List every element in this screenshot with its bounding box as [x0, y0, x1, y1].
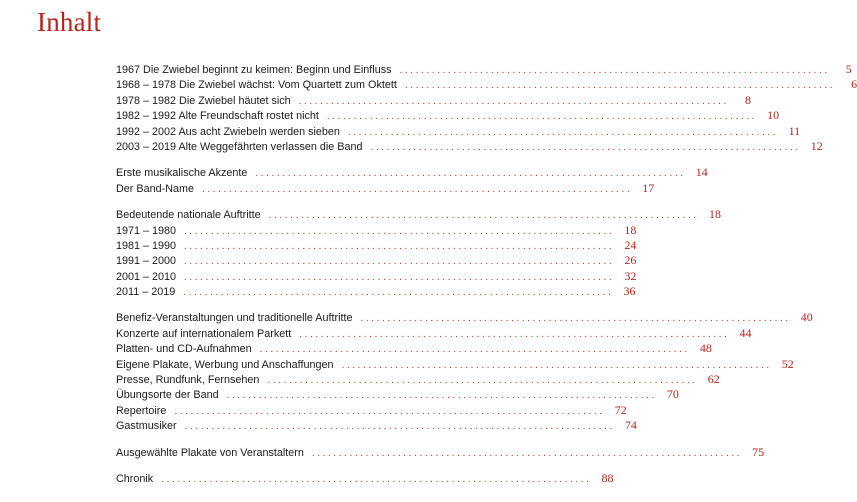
toc-entry-label: 1971 – 1980	[116, 224, 177, 237]
toc-entry[interactable]	[116, 123, 801, 139]
dot-leader: ................................................................................	[161, 473, 592, 485]
toc-entry[interactable]	[116, 165, 708, 180]
toc-entry-label: Platten- und CD-Aufnahmen	[116, 343, 252, 356]
toc-entry[interactable]	[116, 341, 712, 356]
dot-leader: ................................................................................	[399, 65, 830, 76]
toc-entry-label: Presse, Rundfunk, Fernsehen	[116, 374, 260, 387]
toc-entry-page: 5	[845, 62, 852, 76]
toc-entry[interactable]	[116, 253, 637, 268]
toc-entry[interactable]	[116, 310, 813, 325]
toc-group	[116, 165, 708, 196]
toc-group	[116, 207, 721, 299]
toc-entry-label: Chronik	[116, 472, 154, 485]
toc-entry-page: 52	[781, 356, 794, 371]
page-title: Inhalt	[37, 7, 102, 37]
toc-entry-label: 1992 – 2002 Aus acht Zwiebeln werden sieben	[116, 125, 340, 138]
toc-entry-page: 14	[695, 165, 708, 180]
toc-entry-label: 1981 – 1990	[116, 239, 177, 252]
toc-entry[interactable]	[116, 237, 637, 253]
toc-entry-label: Übungsorte der Band	[116, 389, 219, 402]
dot-leader: ................................................................................	[259, 344, 690, 356]
toc-entry-label: 1967 Die Zwiebel beginnt zu keimen: Beginn und Einfluss	[116, 64, 392, 76]
toc-entry-page: 18	[624, 222, 637, 237]
toc-entry-page: 62	[707, 372, 720, 387]
toc-entry-page: 24	[624, 237, 637, 252]
dot-leader: ................................................................................	[184, 271, 615, 283]
toc-entry[interactable]	[116, 180, 655, 196]
toc-entry-page: 72	[614, 402, 627, 417]
toc-entry-page: 40	[800, 310, 813, 325]
toc-entry[interactable]	[116, 92, 751, 108]
toc-entry-page: 8	[744, 92, 751, 107]
toc-entry[interactable]	[116, 62, 852, 77]
toc-group	[116, 310, 813, 433]
dot-leader: ................................................................................	[184, 225, 615, 237]
toc-entry-page: 12	[810, 138, 823, 153]
dot-leader: ................................................................................	[311, 447, 743, 459]
dot-leader: ................................................................................	[370, 141, 801, 153]
toc-entry[interactable]	[116, 470, 614, 486]
toc-entry-page: 10	[767, 108, 780, 123]
toc-entry[interactable]	[116, 207, 721, 222]
toc-entry-label: 1978 – 1982 Die Zwiebel häutet sich	[116, 94, 291, 107]
toc-entry-label: Konzerte auf internationalem Parkett	[116, 327, 292, 340]
toc-entry-label: Der Band-Name	[116, 182, 195, 195]
dot-leader: ................................................................................	[202, 183, 633, 195]
dot-leader: ................................................................................	[404, 80, 836, 92]
toc-entry[interactable]	[116, 108, 780, 123]
toc-entry-label: Benefiz-Veranstaltungen und traditionelle Auftritte	[116, 312, 353, 325]
dot-leader: ................................................................................	[184, 256, 615, 268]
toc-entry-label: Eigene Plakate, Werbung und Anschaffungen	[116, 358, 334, 371]
toc-entry[interactable]	[116, 138, 823, 154]
toc-entry[interactable]	[116, 356, 794, 372]
toc-group	[116, 470, 614, 486]
toc-entry-page: 48	[699, 341, 712, 356]
dot-leader: ................................................................................	[184, 240, 615, 252]
toc-entry-page: 32	[624, 268, 637, 283]
dot-leader: ................................................................................	[326, 111, 758, 123]
toc-entry[interactable]	[116, 444, 765, 460]
toc-group	[116, 62, 857, 154]
toc-entry[interactable]	[116, 268, 637, 284]
dot-leader: ................................................................................	[298, 95, 729, 107]
toc-entry[interactable]	[116, 77, 857, 92]
toc-entry[interactable]	[116, 402, 627, 418]
dot-leader: ................................................................................	[268, 210, 699, 222]
toc-entry-page: 36	[623, 284, 636, 299]
dot-leader: ................................................................................	[174, 405, 605, 417]
dot-leader: ................................................................................	[267, 375, 698, 387]
toc-entry-page: 88	[601, 470, 614, 485]
toc-entry-label: 2003 – 2019 Alte Weggefährten verlassen die Band	[116, 140, 363, 153]
dot-leader: ................................................................................	[183, 287, 614, 299]
toc-entry[interactable]	[116, 284, 636, 299]
toc-entry-page: 75	[752, 444, 765, 459]
toc-entry-label: 2001 – 2010	[116, 270, 177, 283]
toc-group	[116, 444, 765, 460]
dot-leader: ................................................................................	[255, 168, 686, 180]
dot-leader: ................................................................................	[360, 313, 791, 325]
toc-entry-label: Bedeutende nationale Auftritte	[116, 209, 261, 222]
toc-entry-label: Erste musikalische Akzente	[116, 167, 248, 180]
toc-entry-page: 17	[642, 180, 655, 195]
toc-entry-page: 74	[624, 418, 637, 433]
toc-entry-page: 26	[624, 253, 637, 268]
toc-entry-label: 1982 – 1992 Alte Freundschaft rostet nicht	[116, 110, 319, 123]
toc-entry-label: 1968 – 1978 Die Zwiebel wächst: Vom Quartett zum Oktett	[116, 79, 397, 92]
dot-leader: ................................................................................	[347, 126, 779, 138]
toc-entry-page: 70	[666, 387, 679, 402]
toc-entry-label: Repertoire	[116, 404, 167, 417]
toc-entry[interactable]	[116, 325, 752, 341]
toc-entry-label: Ausgewählte Plakate von Veranstaltern	[116, 446, 304, 459]
table-of-contents	[116, 62, 857, 497]
toc-entry[interactable]	[116, 387, 679, 402]
toc-entry-page: 6	[851, 77, 857, 92]
toc-entry[interactable]	[116, 222, 637, 238]
toc-entry[interactable]	[116, 372, 720, 387]
toc-entry-label: 2011 – 2019	[116, 286, 176, 299]
toc-entry-label: 1991 – 2000	[116, 255, 177, 268]
dot-leader: ................................................................................	[184, 421, 615, 433]
toc-entry[interactable]	[116, 418, 637, 433]
dot-leader: ................................................................................	[299, 328, 730, 340]
toc-entry-page: 18	[708, 207, 721, 222]
dot-leader: ................................................................................	[341, 359, 772, 371]
toc-entry-label: Gastmusiker	[116, 420, 177, 433]
dot-leader: ................................................................................	[226, 390, 657, 402]
toc-entry-page: 44	[739, 325, 752, 340]
toc-entry-page: 11	[788, 123, 801, 138]
